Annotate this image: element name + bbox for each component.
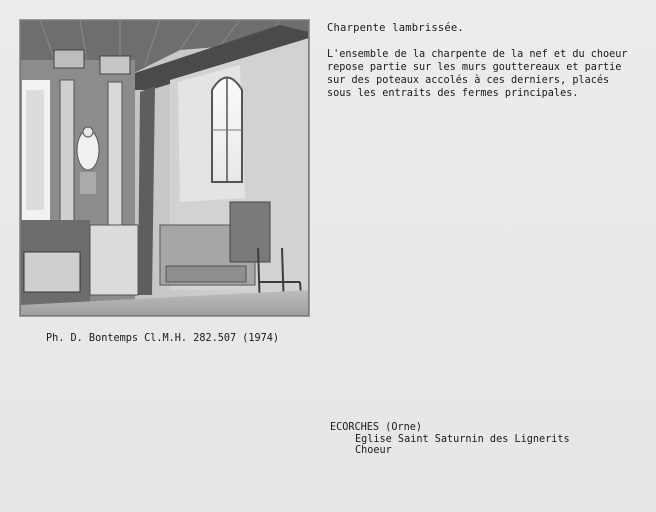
caption-title: Charpente lambrissée. — [327, 22, 464, 34]
location-block — [330, 422, 570, 457]
caption-description: L'ensemble de la charpente de la nef et du choeur repose partie sur les murs gouttereaux et partie sur des poteaux accolés à ces derniers, placés sous les entraits des fermes principales. — [327, 49, 628, 99]
location-part: Choeur — [355, 445, 392, 456]
photo-credit: Ph. D. Bontemps Cl.M.H. 282.507 (1974) — [46, 333, 280, 344]
church-choir-photograph — [20, 20, 309, 316]
location-building: Eglise Saint Saturnin des Lignerits — [355, 433, 570, 445]
location-commune: ECORCHES (Orne) — [330, 422, 423, 433]
